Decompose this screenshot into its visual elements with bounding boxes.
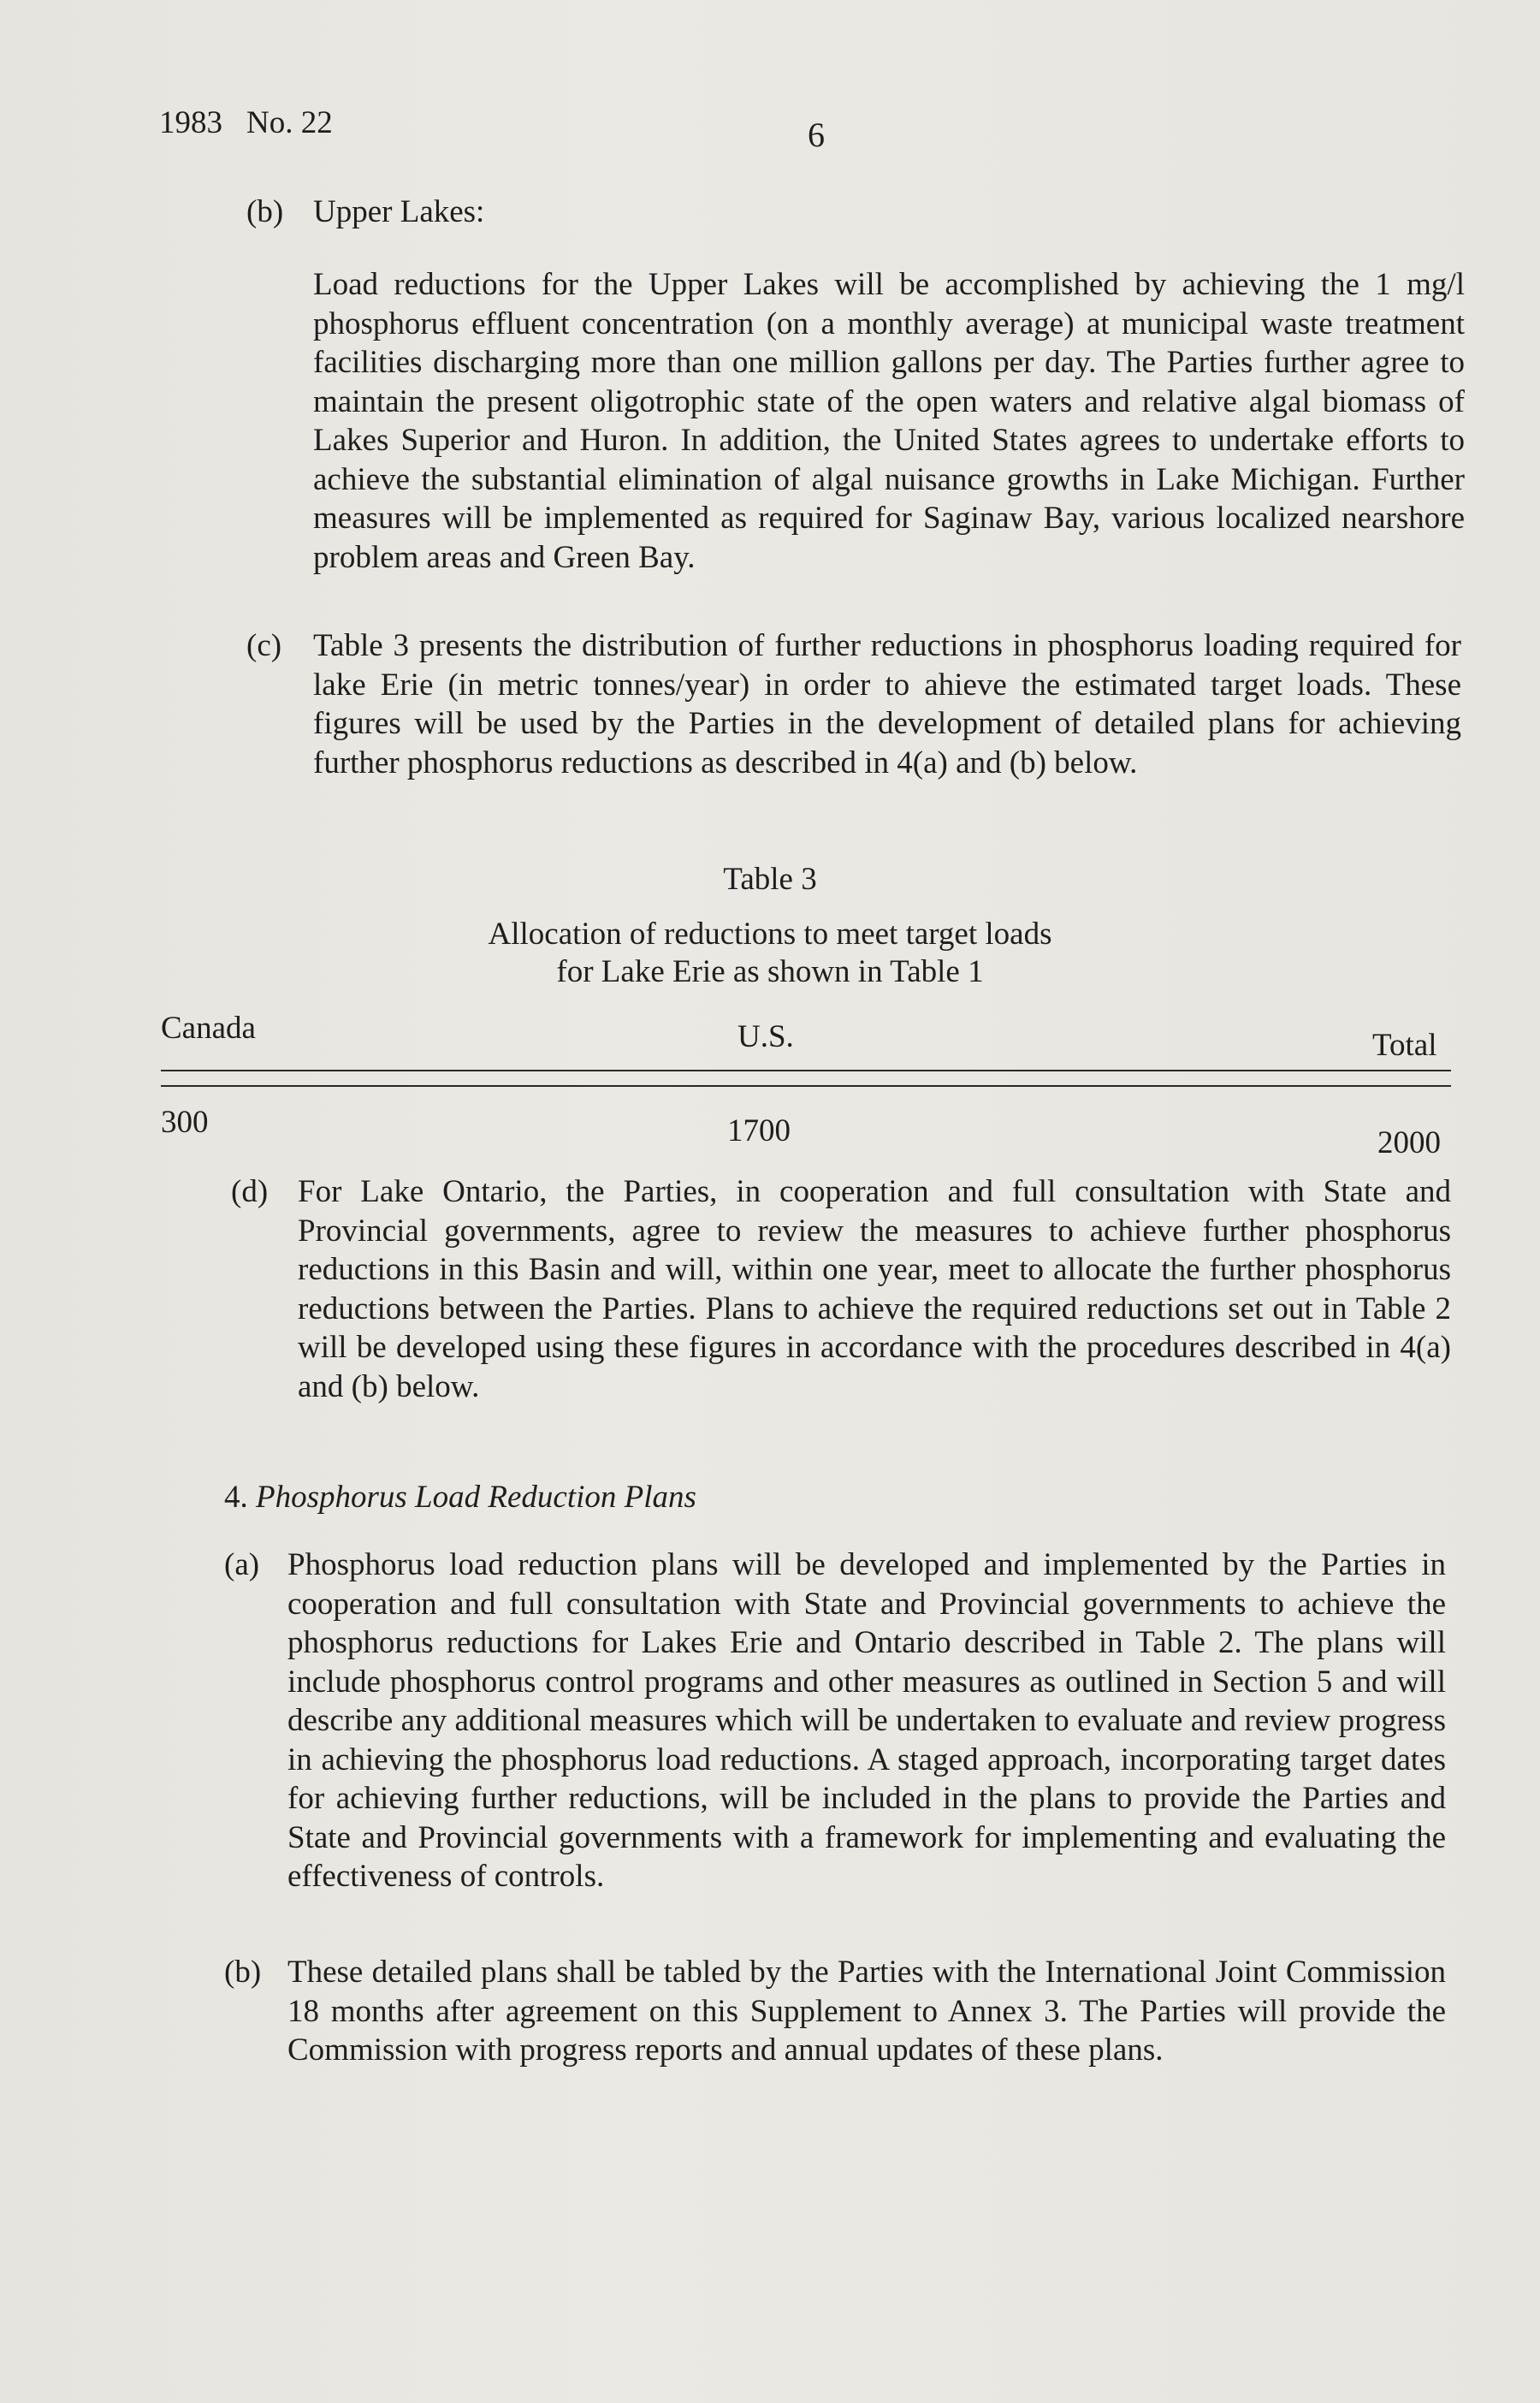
table-header-us: U.S. bbox=[737, 1019, 794, 1054]
paragraph-b-body bbox=[313, 265, 1465, 577]
page-number: 6 bbox=[808, 116, 825, 154]
paragraph-label: (b) bbox=[246, 194, 284, 229]
paragraph-4b bbox=[224, 1953, 1446, 2070]
table-header-total: Total bbox=[1372, 1028, 1437, 1063]
table-title: Table 3 bbox=[723, 862, 817, 897]
table-cell-canada: 300 bbox=[161, 1105, 209, 1140]
paragraph-label: (a) bbox=[224, 1547, 260, 1582]
table-cell-total: 2000 bbox=[1377, 1125, 1441, 1160]
table-caption-line-2: for Lake Erie as shown in Table 1 bbox=[556, 954, 984, 989]
page-header bbox=[159, 104, 333, 141]
paragraph-c bbox=[246, 626, 1461, 782]
paragraph-b-upper-lakes bbox=[246, 192, 1461, 233]
paragraph-text: For Lake Ontario, the Parties, in cooperation and full consultation with State and Provincial governments, agree to review the measures to achieve further phosphorus reductions in this Basin and will, within one year, meet to allocate the further phosphorus reductions between the Parties. Plans to achieve the required reductions set out in Table 2 will be developed using these figures in accordance with the procedures described in 4(a) and (b) below. bbox=[298, 1174, 1451, 1404]
paragraph-text: Load reductions for the Upper Lakes will be accomplished by achieving the 1 mg/l phosphorus effluent concentration (on a monthly average) at municipal waste treatment facilities discharging more than one million gallons per day. The Parties further agree to maintain the present oligotrophic state of the open waters and relative algal biomass of Lakes Superior and Huron. In addition, the United States agrees to undertake efforts to achieve the substantial elimination of algal nuisance growths in Lake Michigan. Further measures will be implemented as required for Saginaw Bay, various localized nearshore problem areas and Green Bay. bbox=[313, 267, 1465, 575]
table-cell-us: 1700 bbox=[727, 1113, 791, 1148]
paragraph-text: Table 3 presents the distribution of further reductions in phosphorus loading required for lake Erie (in metric tonnes/year) in order to ahieve the estimated target loads. These figures will be used by the Parties in the development of detailed plans for achieving further phosphorus reductions as described in 4(a) and (b) below. bbox=[313, 628, 1461, 780]
paragraph-text: Phosphorus load reduction plans will be developed and implemented by the Parties in cooperation and full consultation with State and Provincial governments to achieve the phosphorus reductions for Lakes Erie and Ontario described in Table 2. The plans will include phosphorus control programs and other measures as outlined in Section 5 and will describe any additional measures which will be undertaken to evaluate and review progress in achieving the phosphorus load reductions. A staged approach, incorporating target dates for achieving further reductions, will be included in the plans to provide the Parties and State and Provincial governments with a framework for implementing and evaluating the effectiveness of controls. bbox=[287, 1547, 1446, 1894]
paragraph-label: (b) bbox=[224, 1955, 262, 1990]
paragraph-heading: Upper Lakes: bbox=[313, 194, 485, 229]
section-number: 4. bbox=[224, 1480, 248, 1515]
section-heading bbox=[224, 1479, 696, 1516]
paragraph-label: (d) bbox=[231, 1174, 269, 1209]
header-number: No. 22 bbox=[246, 105, 333, 140]
paragraph-d bbox=[231, 1172, 1451, 1406]
paragraph-4a bbox=[224, 1546, 1446, 1896]
paragraph-label: (c) bbox=[246, 628, 282, 663]
header-year: 1983 bbox=[159, 105, 222, 140]
table-rule-bottom bbox=[161, 1085, 1451, 1087]
section-title: Phosphorus Load Reduction Plans bbox=[256, 1480, 696, 1515]
paragraph-text: These detailed plans shall be tabled by the Parties with the International Joint Commission 18 months after agreement on this Supplement to Annex 3. The Parties will provide the Commission with progress reports and annual updates of these plans. bbox=[287, 1955, 1446, 2068]
table-caption-line-1: Allocation of reductions to meet target loads bbox=[488, 917, 1052, 952]
table-header-canada: Canada bbox=[161, 1011, 256, 1046]
table-rule-top bbox=[161, 1070, 1451, 1071]
